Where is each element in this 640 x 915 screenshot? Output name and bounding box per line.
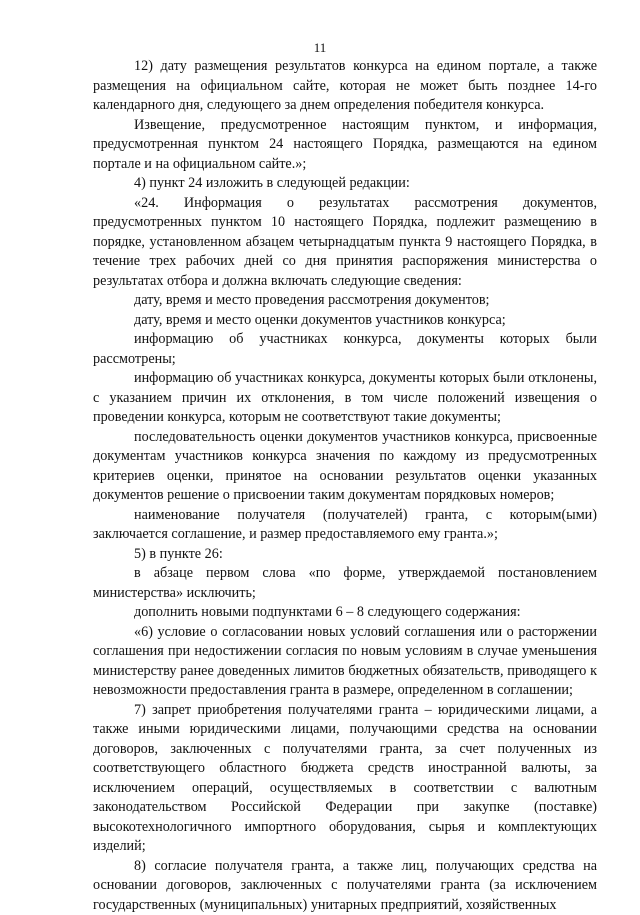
paragraph-rejected-participants: информацию об участниках конкурса, документы которых были отклонены, с указанием причин их отклонения, в том числе положений извещения о проведении конкурса, которым не соответствуют такие документы; bbox=[93, 369, 597, 428]
paragraph-review-date: дату, время и место проведения рассмотрения документов; bbox=[93, 291, 597, 311]
paragraph-item-12: 12) дату размещения результатов конкурса на едином портале, а также размещения на официальном сайте, которая не может быть позднее 14-го календарного дня, следующего за днем определения победителя конкурса. bbox=[93, 57, 597, 116]
paragraph-amend-5: 5) в пункте 26: bbox=[93, 545, 597, 565]
paragraph-first-abzac: в абзаце первом слова «по форме, утверждаемой постановлением министерства» исключить; bbox=[93, 564, 597, 603]
paragraph-notice: Извещение, предусмотренное настоящим пунктом, и информация, предусмотренная пунктом 24 настоящего Порядка, размещаются на едином портале и на официальном сайте.»; bbox=[93, 116, 597, 175]
paragraph-add-subpoints: дополнить новыми подпунктами 6 – 8 следующего содержания: bbox=[93, 603, 597, 623]
document-body bbox=[93, 57, 597, 915]
paragraph-subpoint-6: «6) условие о согласовании новых условий соглашения или о расторжении соглашения при недостижении согласия по новым условиям в случае уменьшения министерству ранее доведенных лимитов бюджетных обязательств, приводящего к невозможности предоставления гранта в размере, определенном в соглашении; bbox=[93, 623, 597, 701]
page-number: 11 bbox=[0, 40, 640, 56]
paragraph-grant-recipient: наименование получателя (получателей) гранта, с которым(ыми) заключается соглашение, и размер предоставляемого ему гранта.»; bbox=[93, 506, 597, 545]
paragraph-point-24: «24. Информация о результатах рассмотрения документов, предусмотренных пунктом 10 настоящего Порядка, подлежит размещению в порядке, установленном абзацем четырнадцатым пункта 9 настоящего Порядка, в течение трех рабочих дней со дня принятия распоряжения министерства о результатах отбора и должна включать следующие сведения: bbox=[93, 194, 597, 292]
paragraph-reviewed-participants: информацию об участниках конкурса, документы которых были рассмотрены; bbox=[93, 330, 597, 369]
paragraph-amend-4: 4) пункт 24 изложить в следующей редакции: bbox=[93, 174, 597, 194]
paragraph-evaluation-date: дату, время и место оценки документов участников конкурса; bbox=[93, 311, 597, 331]
paragraph-subpoint-7: 7) запрет приобретения получателями гранта – юридическими лицами, а также иными юридическими лицами, получающими средства на основании договоров, заключенных с получателями гранта, за счет полученных из соответствующего областного бюджета средств иностранной валюты, за исключением операций, осуществляемых в соответствии с валютным законодательством Российской Федерации при закупке (поставке) высокотехнологичного импортного оборудования, сырья и комплектующих изделий; bbox=[93, 701, 597, 857]
paragraph-evaluation-order: последовательность оценки документов участников конкурса, присвоенные документам участников конкурса значения по каждому из предусмотренных критериев оценки, принятое на основании результатов оценки указанных документов решение о присвоении таким документам порядковых номеров; bbox=[93, 428, 597, 506]
paragraph-subpoint-8: 8) согласие получателя гранта, а также лиц, получающих средства на основании договоров, заключенных с получателями гранта (за исключением государственных (муниципальных) унитарных предприятий, хозяйственных bbox=[93, 857, 597, 915]
